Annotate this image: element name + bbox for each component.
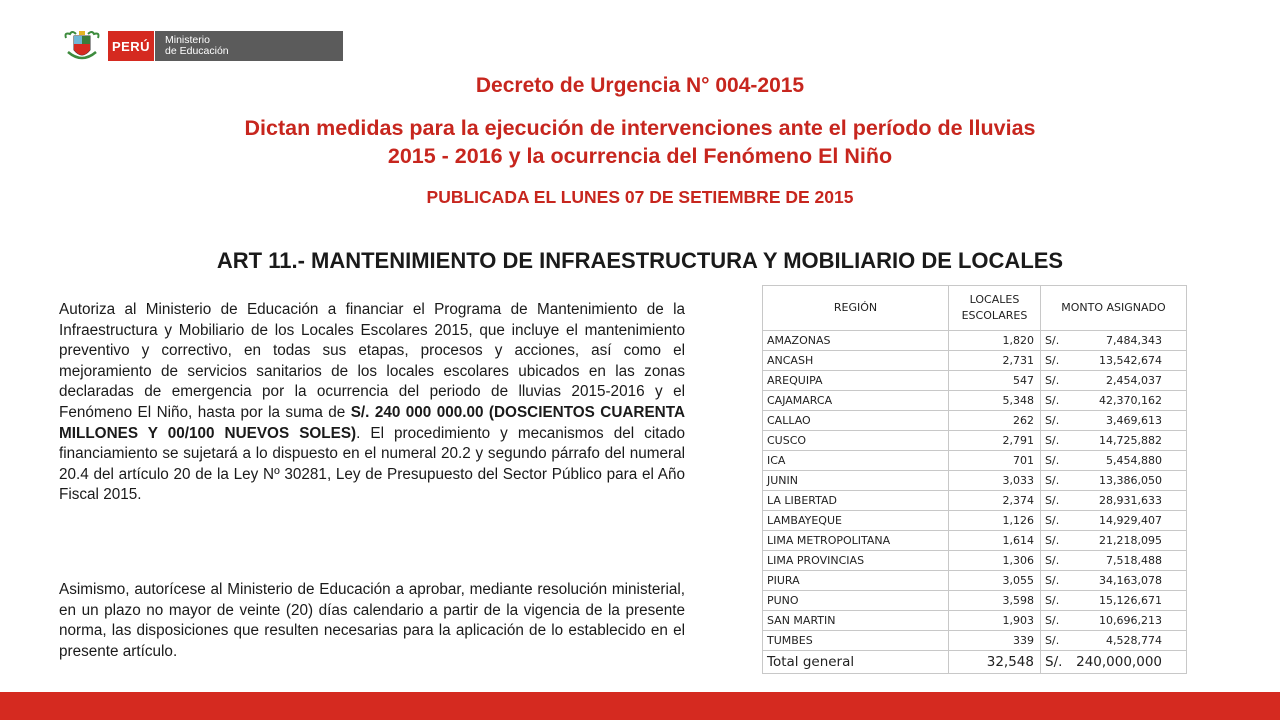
- amount-label: 13,542,674: [1099, 354, 1162, 367]
- amount-label: 21,218,095: [1099, 534, 1162, 547]
- table-row: [763, 411, 1187, 431]
- locales-cell: 701: [949, 451, 1041, 471]
- paragraph-1-text-a: Autoriza al Ministerio de Educación a financiar el Programa de Mantenimiento de la Infraestructura y Mobiliario de los Locales Escolares 2015, que incluye el mantenimiento preventivo y correctivo, en todas sus etapas, procesos y acciones, así como el mejoramiento de servicios sanitarios de los locales escolares ubicados en las zonas declaradas de emergencia por la ocurrencia del periodo de lluvias 2015-2016 y el Fenómeno El Niño, hasta por la suma de: [59, 301, 685, 421]
- region-cell: CUSCO: [763, 431, 949, 451]
- monto-value: [1045, 474, 1182, 487]
- amount-label: 15,126,671: [1099, 594, 1162, 607]
- amount-label: 42,370,162: [1099, 394, 1162, 407]
- locales-cell: 3,055: [949, 571, 1041, 591]
- monto-cell: [1041, 511, 1187, 531]
- monto-value: [1045, 534, 1182, 547]
- locales-cell: 1,614: [949, 531, 1041, 551]
- region-cell: Total general: [763, 651, 949, 674]
- region-cell: AREQUIPA: [763, 371, 949, 391]
- monto-value: [1045, 614, 1182, 627]
- currency-label: S/.: [1045, 594, 1060, 607]
- currency-label: S/.: [1045, 474, 1060, 487]
- table-row: [763, 571, 1187, 591]
- decree-subtitle-line1: Dictan medidas para la ejecución de intervenciones ante el período de lluvias: [244, 116, 1036, 140]
- monto-cell: [1041, 371, 1187, 391]
- article-paragraph-2: Asimismo, autorícese al Ministerio de Educación a aprobar, mediante resolución ministerial, en un plazo no mayor de veinte (20) días calendario a partir de la vigencia de la presente norma, las disposiciones que resulten necesarias para la aplicación de lo establecido en el presente artículo.: [59, 581, 685, 660]
- table-row: [763, 551, 1187, 571]
- amount-label: 28,931,633: [1099, 494, 1162, 507]
- region-cell: LIMA METROPOLITANA: [763, 531, 949, 551]
- monto-value: [1045, 454, 1182, 467]
- region-cell: SAN MARTIN: [763, 611, 949, 631]
- table-row: [763, 431, 1187, 451]
- logo-ministry-line1: Ministerio: [165, 34, 210, 46]
- monto-cell: [1041, 611, 1187, 631]
- locales-cell: 1,820: [949, 331, 1041, 351]
- decree-title: Decreto de Urgencia N° 004-2015: [475, 74, 805, 97]
- monto-value: [1045, 394, 1182, 407]
- decree-subtitle-line2: 2015 - 2016 y la ocurrencia del Fenómeno El Niño: [387, 144, 893, 168]
- monto-cell: [1041, 351, 1187, 371]
- paragraph-1-text-b: . El procedimiento y mecanismos del citado financiamiento se sujetará a lo dispuesto en el numeral 20.2 y segundo párrafo del numeral 20.4 del artículo 20 de la Ley Nº 30281, Ley de Presupuesto del Sector Público para el Año Fiscal 2015.: [59, 424, 685, 504]
- monto-cell: [1041, 471, 1187, 491]
- table-row: [763, 591, 1187, 611]
- monto-cell: [1041, 571, 1187, 591]
- table-row: [763, 331, 1187, 351]
- monto-value: [1045, 354, 1182, 367]
- region-cell: AMAZONAS: [763, 331, 949, 351]
- amount-label: 34,163,078: [1099, 574, 1162, 587]
- monto-value: [1045, 514, 1182, 527]
- monto-cell: [1041, 651, 1187, 674]
- monto-value: [1045, 654, 1182, 670]
- currency-label: S/.: [1045, 494, 1060, 507]
- amount-label: 5,454,880: [1106, 454, 1162, 467]
- monto-cell: [1041, 451, 1187, 471]
- table-row: [763, 631, 1187, 651]
- currency-label: S/.: [1045, 414, 1060, 427]
- monto-value: [1045, 554, 1182, 567]
- currency-label: S/.: [1045, 514, 1060, 527]
- publication-date: PUBLICADA EL LUNES 07 DE SETIEMBRE DE 2015: [426, 187, 854, 207]
- table-row: [763, 351, 1187, 371]
- currency-label: S/.: [1045, 434, 1060, 447]
- header-region: REGIÓN: [763, 286, 949, 331]
- amount-label: 7,484,343: [1106, 334, 1162, 347]
- currency-label: S/.: [1045, 354, 1060, 367]
- monto-cell: [1041, 331, 1187, 351]
- table-row: [763, 531, 1187, 551]
- region-cell: LA LIBERTAD: [763, 491, 949, 511]
- monto-value: [1045, 634, 1182, 647]
- logo-ministry-line2: de Educación: [165, 45, 229, 57]
- region-cell: PUNO: [763, 591, 949, 611]
- locales-cell: 1,903: [949, 611, 1041, 631]
- table-row: [763, 451, 1187, 471]
- monto-cell: [1041, 491, 1187, 511]
- monto-cell: [1041, 391, 1187, 411]
- locales-cell: 3,033: [949, 471, 1041, 491]
- locales-cell: 32,548: [949, 651, 1041, 674]
- locales-cell: 2,374: [949, 491, 1041, 511]
- locales-cell: 1,306: [949, 551, 1041, 571]
- currency-label: S/.: [1045, 654, 1063, 670]
- locales-cell: 547: [949, 371, 1041, 391]
- monto-cell: [1041, 551, 1187, 571]
- table-row: [763, 471, 1187, 491]
- monto-value: [1045, 374, 1182, 387]
- monto-cell: [1041, 631, 1187, 651]
- currency-label: S/.: [1045, 334, 1060, 347]
- currency-label: S/.: [1045, 634, 1060, 647]
- logo-ministry-label: [154, 31, 343, 61]
- region-cell: TUMBES: [763, 631, 949, 651]
- region-cell: LAMBAYEQUE: [763, 511, 949, 531]
- monto-cell: [1041, 591, 1187, 611]
- monto-value: [1045, 594, 1182, 607]
- amount-label: 14,725,882: [1099, 434, 1162, 447]
- amount-label: 13,386,050: [1099, 474, 1162, 487]
- amount-label: 3,469,613: [1106, 414, 1162, 427]
- region-cell: CALLAO: [763, 411, 949, 431]
- header-locales: LOCALES ESCOLARES: [949, 286, 1041, 331]
- decree-subtitle: [120, 114, 1160, 170]
- amount-label: 7,518,488: [1106, 554, 1162, 567]
- currency-label: S/.: [1045, 394, 1060, 407]
- locales-cell: 3,598: [949, 591, 1041, 611]
- budget-table: [762, 285, 1187, 674]
- currency-label: S/.: [1045, 554, 1060, 567]
- currency-label: S/.: [1045, 374, 1060, 387]
- region-cell: JUNIN: [763, 471, 949, 491]
- currency-label: S/.: [1045, 534, 1060, 547]
- table-header-row: [763, 286, 1187, 331]
- amount-label: 4,528,774: [1106, 634, 1162, 647]
- paragraph-1-amount: S/. 240 000 000.00 (DOSCIENTOS CUARENTA MILLONES Y 00/100 NUEVOS SOLES): [59, 403, 685, 442]
- monto-cell: [1041, 531, 1187, 551]
- monto-cell: [1041, 411, 1187, 431]
- amount-label: 2,454,037: [1106, 374, 1162, 387]
- table-row: [763, 371, 1187, 391]
- monto-value: [1045, 434, 1182, 447]
- monto-value: [1045, 414, 1182, 427]
- table-row: [763, 491, 1187, 511]
- logo-country-label: PERÚ: [108, 31, 154, 61]
- locales-cell: 1,126: [949, 511, 1041, 531]
- table-row: [763, 391, 1187, 411]
- table-total-row: [763, 651, 1187, 674]
- locales-cell: 339: [949, 631, 1041, 651]
- region-cell: ICA: [763, 451, 949, 471]
- amount-label: 240,000,000: [1076, 654, 1162, 670]
- region-cell: PIURA: [763, 571, 949, 591]
- locales-cell: 5,348: [949, 391, 1041, 411]
- coat-of-arms-icon: [62, 28, 102, 64]
- region-cell: LIMA PROVINCIAS: [763, 551, 949, 571]
- table-row: [763, 611, 1187, 631]
- currency-label: S/.: [1045, 614, 1060, 627]
- amount-label: 14,929,407: [1099, 514, 1162, 527]
- locales-cell: 262: [949, 411, 1041, 431]
- article-title: ART 11.- MANTENIMIENTO DE INFRAESTRUCTURA Y MOBILIARIO DE LOCALES: [216, 248, 1064, 273]
- monto-value: [1045, 334, 1182, 347]
- table-row: [763, 511, 1187, 531]
- footer-bar: [0, 692, 1280, 720]
- amount-label: 10,696,213: [1099, 614, 1162, 627]
- locales-cell: 2,791: [949, 431, 1041, 451]
- currency-label: S/.: [1045, 574, 1060, 587]
- locales-cell: 2,731: [949, 351, 1041, 371]
- ministry-logo: [62, 28, 343, 64]
- currency-label: S/.: [1045, 454, 1060, 467]
- monto-value: [1045, 574, 1182, 587]
- monto-cell: [1041, 431, 1187, 451]
- article-paragraph-1: [59, 300, 685, 506]
- region-cell: CAJAMARCA: [763, 391, 949, 411]
- header-monto: MONTO ASIGNADO: [1041, 286, 1187, 331]
- region-cell: ANCASH: [763, 351, 949, 371]
- monto-value: [1045, 494, 1182, 507]
